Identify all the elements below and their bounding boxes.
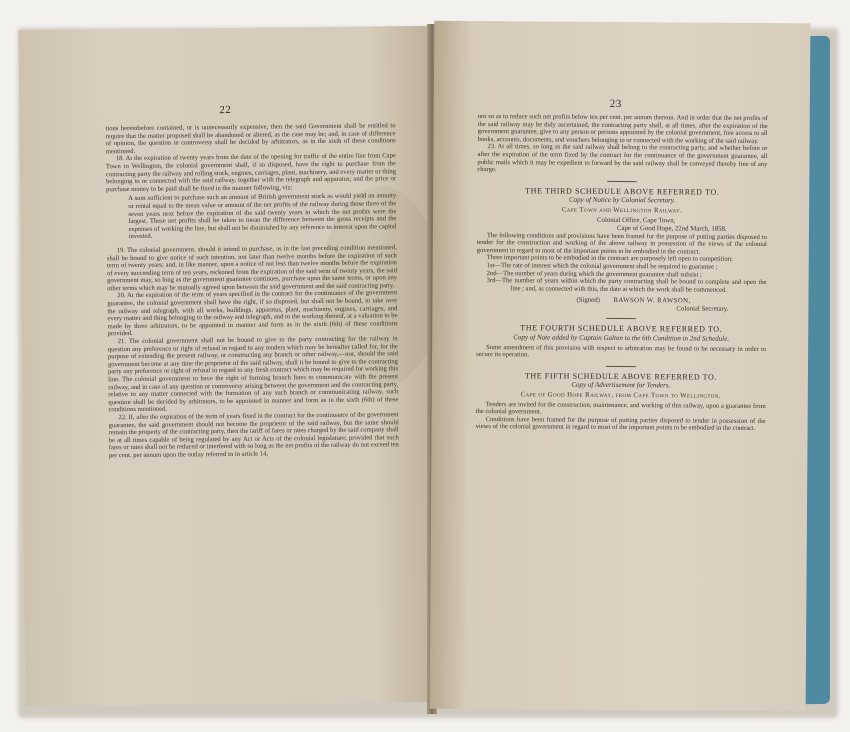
third-schedule-body: The following conditions and provisions have been framed for the purpose of putting parties disposed to tender for the construction and working of the above railway in possession of the views of the colonial government in regard to most of the important points to be embodied in the contract. <box>476 231 767 256</box>
paragraph-22: 22. If, after the expiration of the term of years fixed in the contract for the continuance of the government guarantee, the said government should not become the proprietor of the said railway, but the same should remain the property of the contracting party, then the tariff of fares or rates charged by the said company shall be at all times capable of being regulated by any Act or Acts of the colonial legislature; provided that such fares or rates shall not be reduced or interfered with so long as the net profits of the railway do not exceed ten per cent. per annum upon the outlay referred to in article 14, <box>108 411 399 460</box>
list-item: 3rd—The number of years within which the party contracting shall be bound to complete and open the line ; and, as connected with this, the date at which the work shall be commenced. <box>486 277 767 294</box>
divider <box>607 181 637 182</box>
third-schedule-subtitle: Copy of Notice by Colonial Secretary. <box>568 195 676 205</box>
fourth-schedule-body: Some amendment of this provision with respect to arbitration may be found to be necessary in order to secure its operation. <box>476 343 767 359</box>
third-schedule-heading: THE THIRD SCHEDULE ABOVE REFERRED TO. <box>525 186 720 197</box>
fifth-schedule-body-2: Conditions have been framed for the purpose of putting parties disposed to tender in possession of the views of the colonial government in regard to most of the important points to be embodied in the contract. <box>475 415 766 433</box>
fourth-schedule-heading: THE FOURTH SCHEDULE ABOVE REFERRED TO. <box>520 323 723 335</box>
signatory-name: RAWSON W. RAWSON, <box>613 297 691 305</box>
paragraph-19: 19. The colonial government, should it intend to purchase, as in the last preceding condition mentioned, shall be bound to give notice of such intention, not later than twelve months before the expiration of such term of twenty years; and, in like manner, upon a notice of not less than twelve months before the expiration of every succeeding term of ten years, reckoned from the expiration of the said term of twenty years, the said government may, so long as the government guarantee continues, purchase upon the same terms, or upon any other terms which may be mutually agreed upon between the said government and the said contracting party. <box>106 244 398 293</box>
signatory-title: Colonial Secretary. <box>676 305 729 313</box>
purchase-formula: A sum sufficient to purchase such an amount of British government stock as would yield an annuity or rental equal to the mean value or amount of the net profits of the railway during those three of the seven years next before the expiration of the said twenty years in which the net profits were the largest. These net profits shall be taken to mean the difference between the gross receipts and the expenses of working the line, but shall not be diminished by any reference to interest upon the capital invested. <box>128 192 397 241</box>
right-page-text <box>476 113 768 433</box>
third-schedule-caption: Cape Town and Wellington Railway. <box>561 206 683 215</box>
paragraph: nor so as to reduce such net profits below ten per cent. per annum thereon. And in order that the net profits of the said railway may be duly ascertained, the contracting party shall, at all times, after the expiration of the government guarantee, give to any person or persons appointed by the colonial government, free access to all books, accounts, documents, and vouchers belonging to or connected with the working of the said railway. <box>477 113 768 145</box>
fifth-schedule-body: Tenders are invited for the construction, maintenance, and working of this railway, upon a guarantee from the colonial government. <box>475 400 766 416</box>
left-page <box>18 26 437 706</box>
paragraph-23: 23. At all times, so long as the said railway shall belong to the contracting party, and whether before or after the expiration of the term fixed by the contract for the continuance of the government guarantee, all public mails which it may be expedient to forward by the said railway shall be conveyed thereby free of any charge. <box>477 143 768 174</box>
conditions-list <box>477 262 767 294</box>
fifth-schedule-heading: THE FIFTH SCHEDULE ABOVE REFERRED TO. <box>524 371 718 382</box>
page-number-right: 23 <box>609 97 622 111</box>
signed-label: (Signed) <box>576 296 600 305</box>
list-item: 1st—The rate of interest which the colonial government shall be required to guarantee ; <box>486 261 718 271</box>
fifth-schedule-caption: Cape of Good Hope Railway, from Cape Town to Wellington. <box>520 391 721 400</box>
paragraph-18: 18. At the expiration of twenty years from the date of the opening for traffic of the entire line from Cape Town to Wellington, the colonial government shall, if so disposed, have the right to purchase from the contracting party the railway and rolling stock, engines, carriages, plant, machinery, and every matter or thing belonging to or connected with the said railway, together with the telegraph and apparatus; and the price or purchase money to be paid shall be fixed in the manner following, viz: <box>105 152 397 194</box>
paragraph-20: 20. At the expiration of the term of years specified in the contract for the continuance of the government guarantee, the colonial government shall have the right, if so disposed, but shall not be bound, to take over the railway and telegraph, with all works, buildings, apparatus, plant, machinery, engines, carriages, and every matter and thing belonging to the railway and telegraph, and to the working thereof, at a valuation to be made by three arbitrators, to be appointed in manner and form as in the sixth (6th) of these conditions provided. <box>107 289 398 338</box>
signature-line <box>576 297 766 306</box>
paragraph-21: 21. The colonial government shall not be bound to give to the party contracting for the railway in question any preference or right of refusal in regard to any tenders which may be hereafter called for, for the purpose of extending the present railway, or constructing any branch or other railway,—nor, should the said government become at any time the proprietor of the said railway, shall it be bound to give to the contracting party any preference or right of refusal in regard to any fresh contract which may be required for working this line. The colonial government to have the right of forming branch lines to communicate with the present railway, and in case of any question or controversy arising between the government and the contracting party, relative to any matter connected with the formation of any such branch or communicating railway, such question shall be decided by arbitrators, to be appointed in manner and form as in the sixth (6th) of these conditions mentioned. <box>107 335 399 414</box>
divider <box>606 318 636 319</box>
address-line-2: Cape of Good Hope, 22nd March, 1858. <box>616 224 727 233</box>
third-schedule-body-2: Three important points to be embodied in the contract are purposely left open to competition: <box>486 254 733 264</box>
divider <box>606 366 636 367</box>
page-number-left: 22 <box>219 103 232 117</box>
list-item: 2nd—The number of years during which the government guarantee shall subsist ; <box>486 269 702 279</box>
fourth-schedule-subtitle: Copy of Note added by Captain Galton to the 6th Condition in 2nd Schedule. <box>513 333 730 343</box>
address-line-1: Colonial Office, Cape Town, <box>596 216 676 224</box>
fifth-schedule-subtitle: Copy of Advertisement for Tenders. <box>571 381 671 390</box>
paragraph: tions hereinbefore contained, or is unnecessarily expensive, then the said Government shall be entitled to require that the matter proposed shall be abandoned or altered, as the case may be; and, in case of difference of opinion, the question in controversy shall be decided by arbitrators, as in the sixth of these conditions mentioned. <box>105 122 396 156</box>
left-page-text <box>105 122 398 460</box>
right-page <box>430 21 811 712</box>
